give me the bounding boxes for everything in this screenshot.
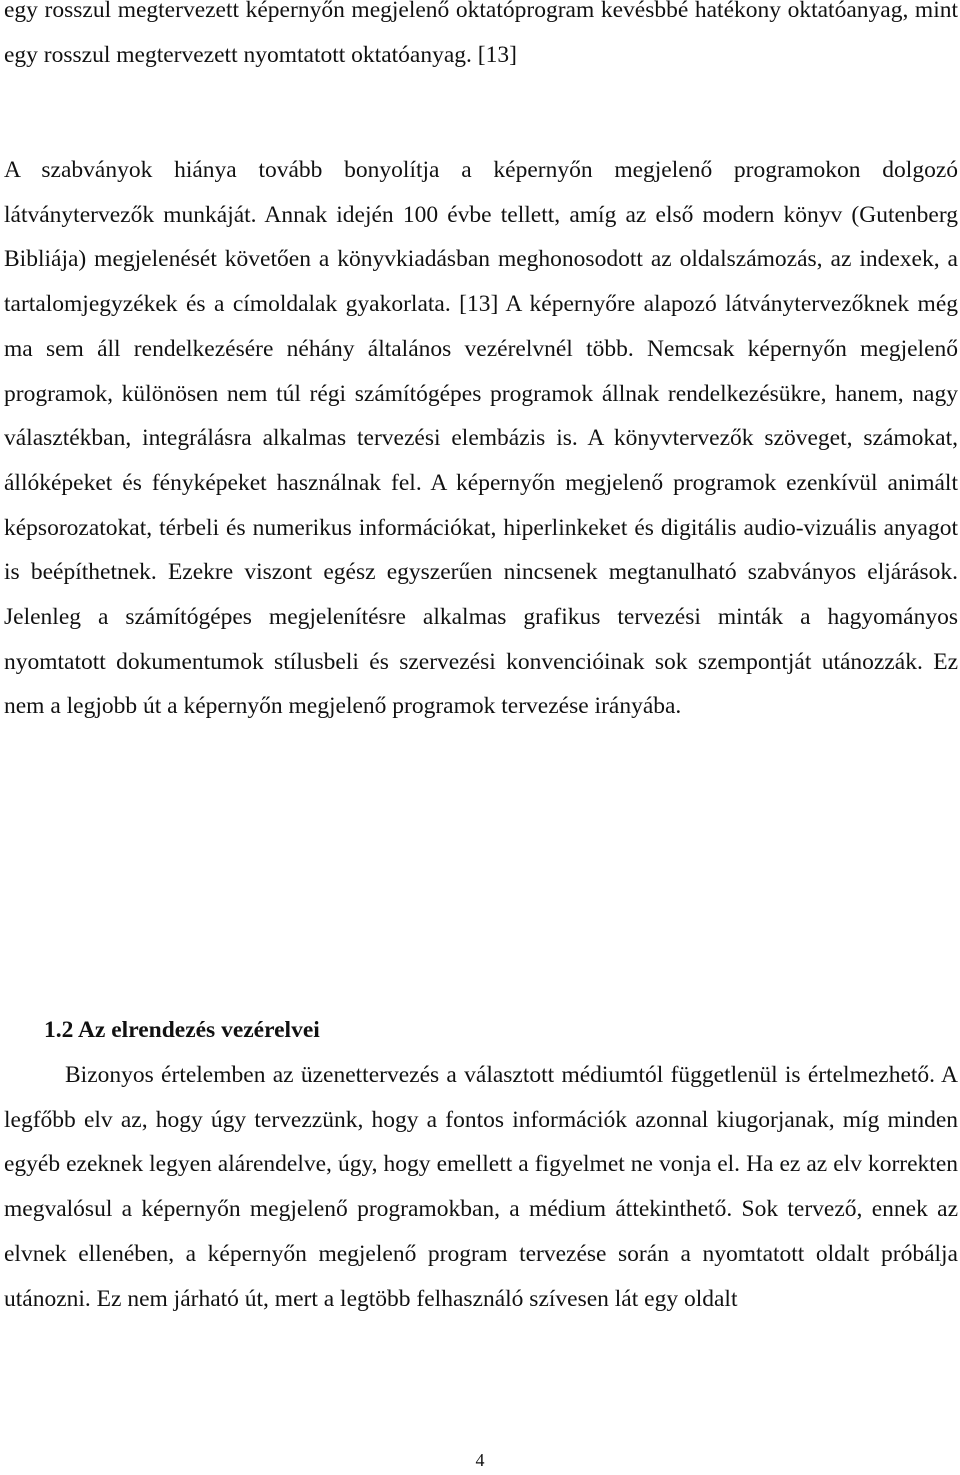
paragraph: Bizonyos értelemben az üzenettervezés a választott médiumtól függetlenül is értelmezhető. A legfőbb elv az, hogy úgy tervezzünk, hogy a fontos információk azonnal kiugorjanak, míg minden egyéb ezeknek legyen alárendelve, úgy, hogy emellett a figyelmet ne vonja el. Ha ez az elv korrekten megvalósul a képernyőn megjelenő programokban, a médium áttekinthető. Sok tervező, ennek az elvnek ellenében, a képernyőn megjelenő program tervezése során a nyomtatott oldalt próbálja utánozni. Ez nem járható út, mert a legtöbb felhasználó szívesen lát egy oldalt (4, 1062, 958, 1312)
page-number: 4 (475, 1450, 485, 1470)
paragraph: A szabványok hiánya tovább bonyolítja a képernyőn megjelenő programokon dolgozó látványtervezők munkáját. Annak idején 100 évbe tellett, amíg az első modern könyv (Gutenberg Bibliája) megjelenését követően a könyvkiadásban meghonosodott az oldalszámozás, az indexek, a tartalomjegyzékek és a címoldalak gyakorlata. [13] A képernyőre alapozó látványtervezőknek még ma sem áll rendelkezésére néhány általános vezérelvnél több. Nemcsak képernyőn megjelenő programok, különösen nem túl régi számítógépes programok állnak rendelkezésükre, hanem, nagy választékban, integrálásra alkalmas tervezési elembázis is. A könyvtervezők szöveget, számokat, állóképeket és fényképeket használnak fel. A képernyőn megjelenő programok ezenkívül animált képsorozatokat, térbeli és numerikus információkat, hiperlinkeket és digitális audio-vizuális anyagot is beépíthetnek. Ezekre viszont egész egyszerűen nincsenek megtanulható szabványos eljárások. Jelenleg a számítógépes megjelenítésre alkalmas grafikus tervezési minták a hagyományos nyomtatott dokumentumok stílusbeli és szervezési konvencióinak sok szempontját utánozzák. Ez nem a legjobb út a képernyőn megjelenő programok tervezése irányába. (4, 157, 958, 720)
paragraph: egy rosszul megtervezett képernyőn megjelenő oktatóprogram kevésbbé hatékony oktatóanyag, mint egy rosszul megtervezett nyomtatott oktatóanyag. [13] (4, 0, 958, 68)
section-heading: 1.2 Az elrendezés vezérelvei (44, 1017, 320, 1043)
